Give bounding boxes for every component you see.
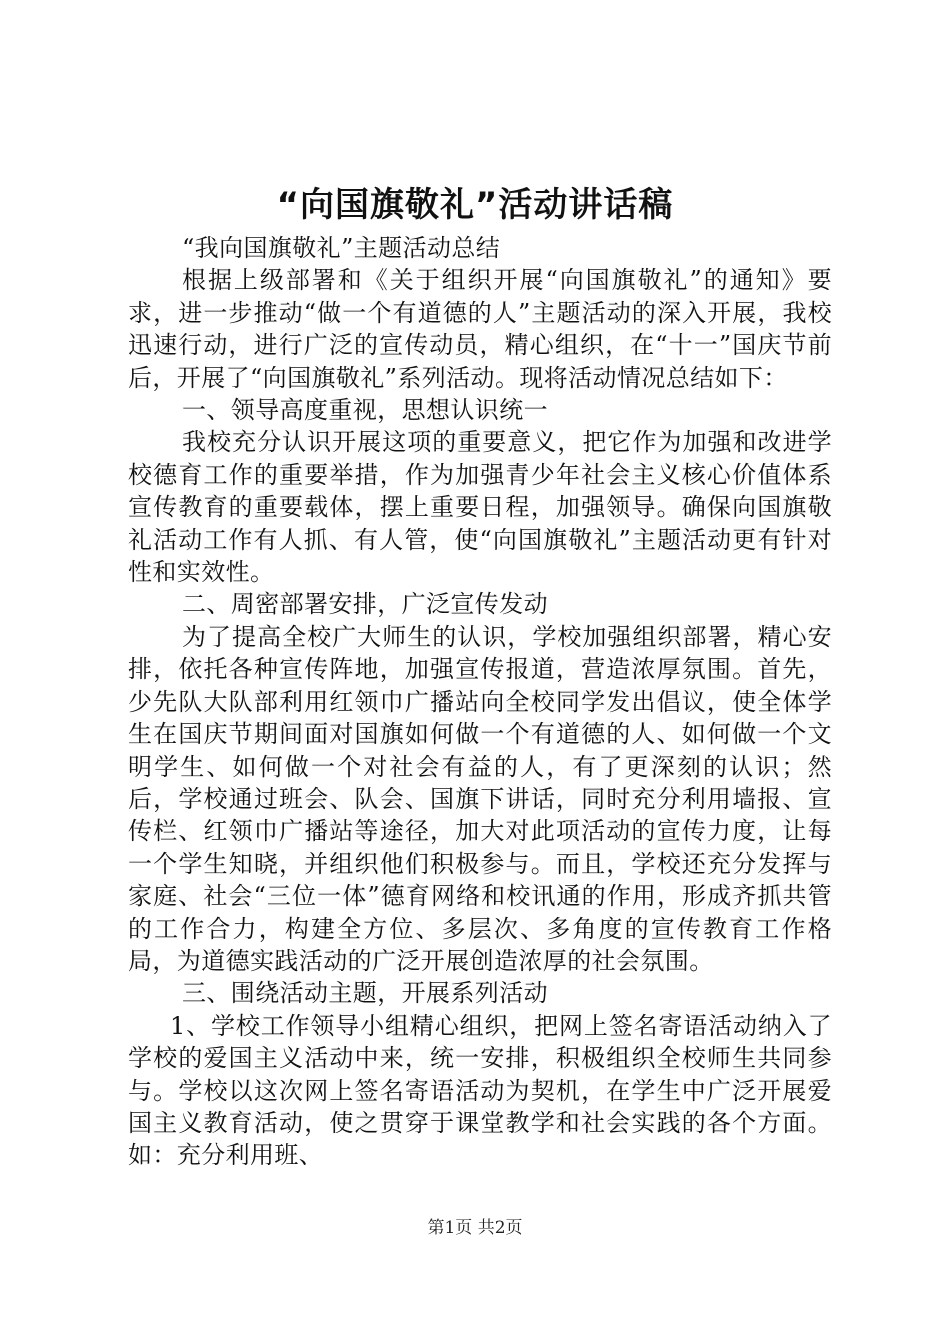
- paragraph-section-3-item-1: 1、学校工作领导小组精心组织，把网上签名寄语活动纳入了学校的爱国主义活动中来，统一安排，积极组织全校师生共同参与。学校以这次网上签名寄语活动为契机，在学生中广泛开展爱国主义教育活动，使之贯穿于课堂教学和社会实践的各个方面。如：充分利用班、: [128, 1011, 832, 1170]
- page-number-footer: 第1页 共2页: [427, 1218, 523, 1238]
- section-heading-3: 三、围绕活动主题，开展系列活动: [182, 979, 548, 1008]
- document-body: [128, 232, 832, 1172]
- subtitle: “我向国旗敬礼”主题活动总结: [182, 234, 501, 262]
- paragraph-section-2: 为了提高全校广大师生的认识，学校加强组织部署，精心安排，依托各种宣传阵地，加强宣传报道，营造浓厚氛围。首先，少先队大队部利用红领巾广播站向全校同学发出倡议，使全体学生在国庆节期间面对国旗如何做一个有道德的人、如何做一个文明学生、如何做一个对社会有益的人，有了更深刻的认识；然后，学校通过班会、队会、国旗下讲话，同时充分利用墙报、宣传栏、红领巾广播站等途径，加大对此项活动的宣传力度，让每一个学生知晓，并组织他们积极参与。而且，学校还充分发挥与家庭、社会“三位一体”德育网络和校讯通的作用，形成齐抓共管的工作合力，构建全方位、多层次、多角度的宣传教育工作格局，为道德实践活动的广泛开展创造浓厚的社会氛围。: [128, 622, 832, 975]
- paragraph-section-1: 我校充分认识开展这项的重要意义，把它作为加强和改进学校德育工作的重要举措，作为加强青少年社会主义核心价值体系宣传教育的重要载体，摆上重要日程，加强领导。确保向国旗敬礼活动工作有人抓、有人管，使“向国旗敬礼”主题活动更有针对性和实效性。: [128, 428, 832, 587]
- section-heading-2: 二、周密部署安排，广泛宣传发动: [182, 590, 548, 619]
- paragraph-intro: 根据上级部署和《关于组织开展“向国旗敬礼”的通知》要求，进一步推动“做一个有道德的人”主题活动的深入开展，我校迅速行动，进行广泛的宣传动员，精心组织，在“十一”国庆节前后，开展了“向国旗敬礼”系列活动。现将活动情况总结如下：: [128, 266, 832, 392]
- section-heading-1: 一、领导高度重视，思想认识统一: [182, 396, 548, 425]
- document-title: “向国旗敬礼”活动讲话稿: [276, 185, 674, 225]
